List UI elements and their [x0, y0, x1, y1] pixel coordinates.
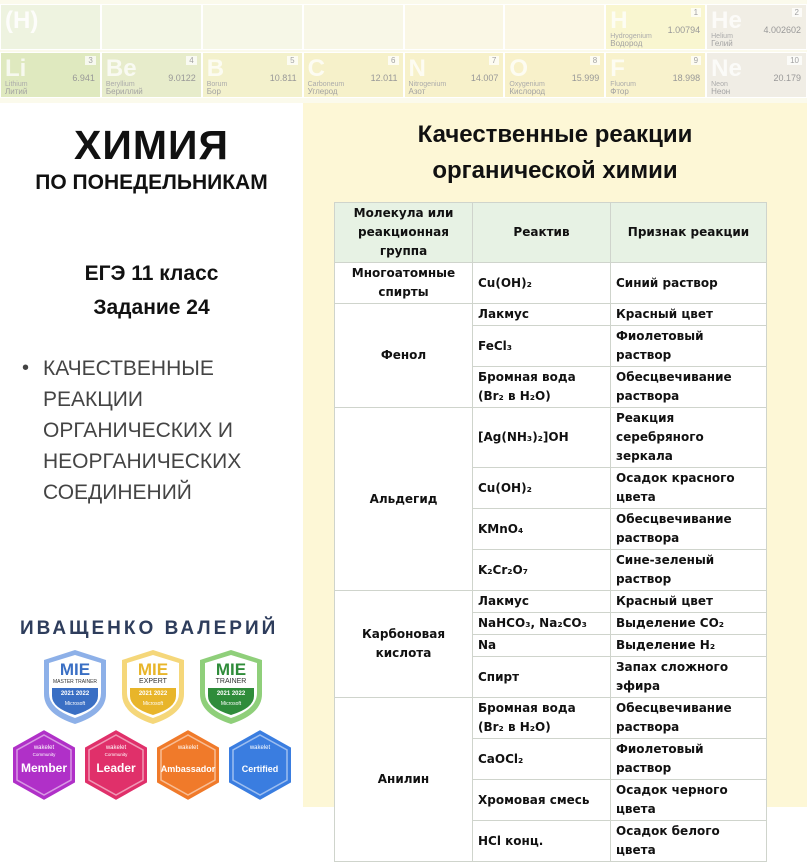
group-cell: Многоатомные спирты	[335, 263, 473, 304]
wakelet-label: Member	[20, 761, 68, 775]
element-russian: Бериллий	[105, 87, 143, 96]
mie-badge-years: 2021 2022	[216, 691, 246, 697]
group-cell: Анилин	[335, 698, 473, 862]
element-mass: 20.179	[773, 73, 801, 83]
element-latin: Nitrogenium	[408, 81, 447, 88]
element-number: 2	[792, 8, 802, 17]
bullet-icon: •	[22, 357, 30, 379]
element-number: 7	[489, 56, 499, 65]
reagent-cell: NaHCO₃, Na₂CO₃	[473, 613, 611, 635]
element-mass: 4.002602	[763, 25, 801, 35]
table-title-line-1: Качественные реакции	[417, 121, 693, 148]
sign-cell: Реакция серебряного зеркала	[611, 408, 767, 468]
topic-line: КАЧЕСТВЕННЫЕ	[43, 357, 214, 380]
element-russian: Кислород	[509, 87, 546, 96]
sign-cell: Запах сложного эфира	[611, 657, 767, 698]
element-symbol: (H)	[5, 7, 39, 34]
mie-badge-icon	[118, 648, 188, 726]
reagent-cell: KMnO₄	[473, 509, 611, 550]
group-cell: Карбоновая кислота	[335, 591, 473, 698]
mie-badge-years: 2021 2022	[60, 691, 90, 697]
exam-line-2: Задание 24	[93, 296, 210, 319]
reagent-cell: Лакмус	[473, 591, 611, 613]
wakelet-brand: wakelet	[105, 745, 127, 751]
reagent-cell: Бромная вода (Br₂ в H₂O)	[473, 698, 611, 739]
element-number: 1	[691, 8, 701, 17]
sign-cell: Осадок красного цвета	[611, 468, 767, 509]
element-latin: Oxygenium	[509, 81, 545, 88]
sign-cell: Обесцвечивание раствора	[611, 698, 767, 739]
element-symbol: B	[206, 55, 225, 82]
element-latin: Carboneum	[307, 81, 345, 88]
element-number: 4	[186, 56, 196, 65]
topic-line: СОЕДИНЕНИЙ	[43, 481, 192, 504]
element-symbol: O	[509, 55, 529, 82]
table-header-row	[335, 203, 767, 263]
element-latin: Beryllium	[105, 81, 135, 88]
element-number: 10	[787, 56, 802, 65]
table-row	[335, 304, 767, 326]
element-mass: 14.007	[470, 73, 499, 83]
group-cell: Фенол	[335, 304, 473, 408]
element-symbol: N	[408, 55, 426, 82]
wakelet-badge-icon	[224, 727, 296, 803]
author-name: ИВАЩЕНКО ВАЛЕРИЙ	[20, 618, 279, 639]
wakelet-label: Leader	[96, 761, 136, 775]
element-symbol: Li	[5, 55, 27, 82]
reagent-cell: Спирт	[473, 657, 611, 698]
table-row	[335, 698, 767, 739]
header-reagent: Реактив	[473, 203, 611, 263]
reagent-cell: Na	[473, 635, 611, 657]
element-latin: Helium	[711, 33, 733, 40]
element-symbol: F	[610, 55, 625, 82]
wakelet-brand: wakelet	[249, 745, 271, 751]
reactions-table	[334, 202, 767, 862]
element-mass: 12.011	[370, 73, 398, 83]
reagent-cell: Хромовая смесь	[473, 780, 611, 821]
mie-badge-footer: Microsoft	[220, 701, 242, 707]
element-number: 8	[590, 56, 600, 65]
mie-badge-name: MIE	[215, 660, 247, 679]
mie-badge-sub: TRAINER	[215, 678, 247, 685]
strip-overlay	[0, 0, 807, 103]
element-symbol: Ne	[711, 55, 742, 82]
mie-badge-sub: MASTER TRAINER	[52, 679, 98, 685]
mie-badge-sub: EXPERT	[139, 678, 167, 685]
element-symbol: C	[307, 55, 325, 82]
sign-cell: Выделение CO₂	[611, 613, 767, 635]
sign-cell: Осадок белого цвета	[611, 821, 767, 862]
topic-bullet	[22, 353, 241, 508]
topic-text	[43, 353, 241, 508]
wakelet-sub: Community	[104, 752, 128, 757]
element-mass: 1.00794	[667, 25, 701, 35]
wakelet-label: Ambassador	[160, 764, 216, 774]
wakelet-brand: wakelet	[177, 745, 199, 751]
element-mass: 9.0122	[168, 73, 196, 83]
mie-badge-footer: Microsoft	[64, 701, 86, 707]
element-mass: 18.998	[672, 73, 701, 83]
wakelet-badge-icon	[152, 727, 224, 803]
group-cell: Альдегид	[335, 408, 473, 591]
element-number: 9	[691, 56, 701, 65]
element-russian: Литий	[5, 87, 28, 96]
table-title-line-2: органической химии	[432, 157, 678, 184]
mie-badge-name: MIE	[137, 660, 169, 679]
wakelet-badge-icon	[8, 727, 80, 803]
header-group: Молекула или реакционная группа	[335, 203, 473, 263]
element-latin: Hydrogenium	[610, 33, 652, 40]
element-symbol: Be	[105, 55, 137, 82]
mie-badge-name: MIE	[59, 660, 91, 679]
table-row	[335, 263, 767, 304]
element-mass: 6.941	[72, 73, 95, 83]
reagent-cell: [Ag(NH₃)₂]OH	[473, 408, 611, 468]
reagent-cell: FeCl₃	[473, 326, 611, 367]
element-number: 5	[287, 56, 297, 65]
element-latin: Neon	[711, 81, 728, 88]
reagent-cell: Cu(OH)₂	[473, 263, 611, 304]
element-russian: Азот	[408, 87, 426, 96]
wakelet-badge-icon	[80, 727, 152, 803]
element-symbol: H	[610, 7, 628, 34]
sign-cell: Красный цвет	[611, 304, 767, 326]
sign-cell: Красный цвет	[611, 591, 767, 613]
sign-cell: Выделение H₂	[611, 635, 767, 657]
element-latin: Fluorum	[610, 81, 636, 88]
element-russian: Водород	[610, 39, 643, 48]
element-russian: Углерод	[307, 87, 338, 96]
reagent-cell: Бромная вода (Br₂ в H₂O)	[473, 367, 611, 408]
mie-badge-icon	[40, 648, 110, 726]
mie-badge-years: 2021 2022	[138, 691, 168, 697]
element-russian: Бор	[206, 87, 221, 96]
topic-line: НЕОРГАНИЧЕСКИХ	[43, 450, 242, 473]
reagent-cell: Cu(OH)₂	[473, 468, 611, 509]
element-russian: Фтор	[610, 87, 629, 96]
element-number: 6	[388, 56, 398, 65]
table-row	[335, 591, 767, 613]
element-russian: Неон	[711, 87, 731, 96]
header-sign: Признак реакции	[611, 203, 767, 263]
element-latin: Borum	[206, 81, 228, 88]
mie-badge-footer: Microsoft	[142, 701, 164, 707]
title-main: ХИМИЯ	[74, 122, 229, 168]
periodic-table-strip	[0, 0, 807, 103]
sign-cell: Сине-зеленый раствор	[611, 550, 767, 591]
element-symbol: He	[711, 7, 742, 34]
element-number: 3	[85, 56, 95, 65]
table-row	[335, 408, 767, 468]
topic-line: РЕАКЦИИ	[43, 388, 143, 411]
sign-cell: Осадок черного цвета	[611, 780, 767, 821]
reagent-cell: Лакмус	[473, 304, 611, 326]
sign-cell: Обесцвечивание раствора	[611, 367, 767, 408]
element-russian: Гелий	[711, 39, 733, 48]
reagent-cell: K₂Cr₂O₇	[473, 550, 611, 591]
sign-cell: Фиолетовый раствор	[611, 739, 767, 780]
exam-line-1: ЕГЭ 11 класс	[84, 262, 219, 285]
wakelet-sub: Community	[32, 752, 56, 757]
wakelet-label: Certified	[241, 764, 279, 774]
mie-badge-icon	[196, 648, 266, 726]
sign-cell: Синий раствор	[611, 263, 767, 304]
sign-cell: Обесцвечивание раствора	[611, 509, 767, 550]
sign-cell: Фиолетовый раствор	[611, 326, 767, 367]
title-sub: ПО ПОНЕДЕЛЬНИКАМ	[35, 171, 268, 194]
wakelet-brand: wakelet	[33, 745, 55, 751]
element-mass: 10.811	[269, 73, 297, 83]
reagent-cell: HCl конц.	[473, 821, 611, 862]
element-latin: Lithium	[5, 81, 28, 88]
topic-line: ОРГАНИЧЕСКИХ И	[43, 419, 234, 442]
reagent-cell: CaOCl₂	[473, 739, 611, 780]
element-mass: 15.999	[571, 73, 600, 83]
